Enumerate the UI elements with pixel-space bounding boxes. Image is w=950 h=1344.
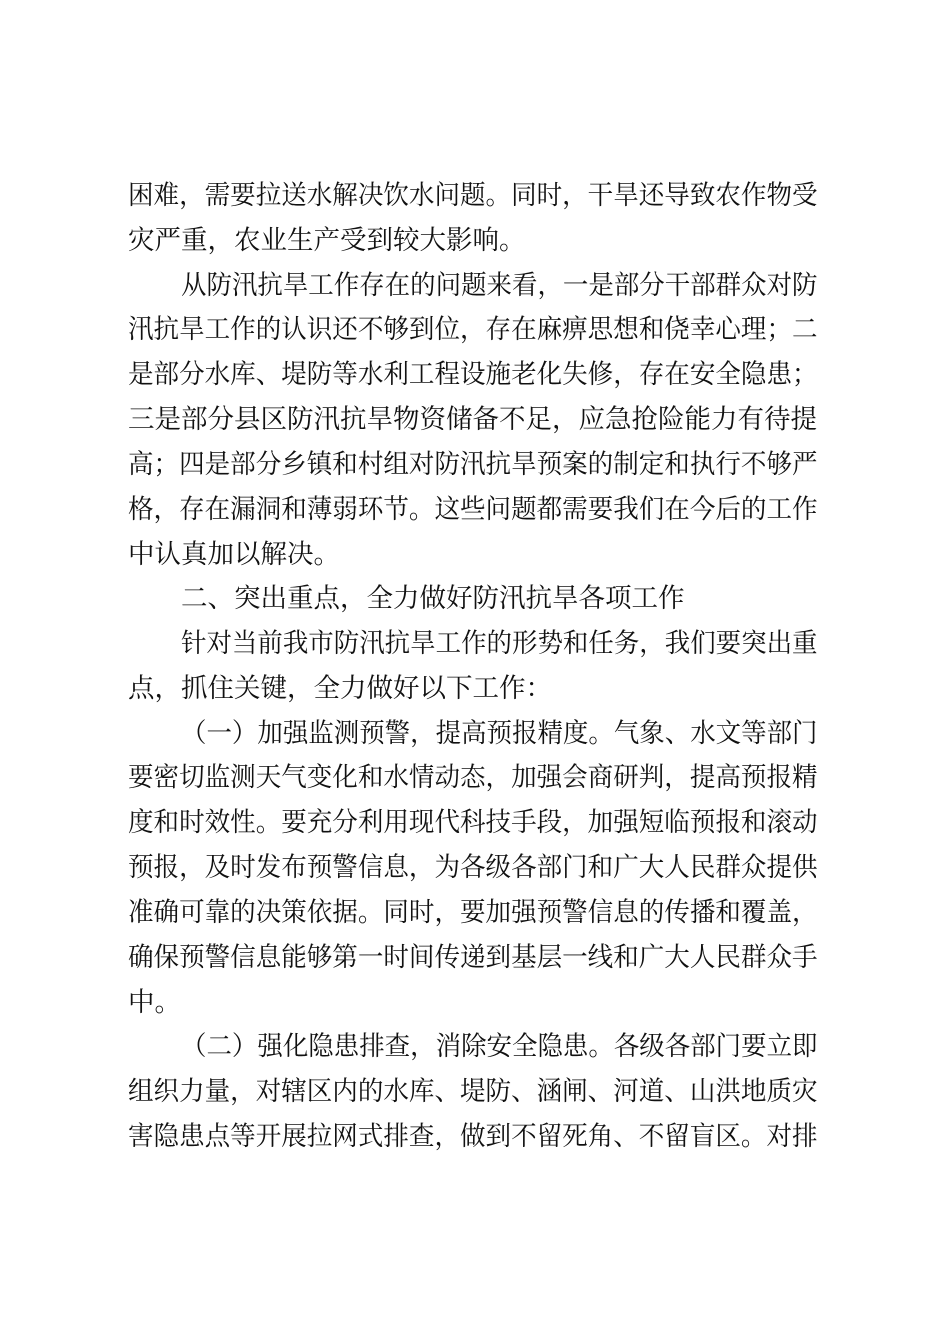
text-line: 点，抓住关键，全力做好以下工作： <box>128 673 552 704</box>
text-line: 中。 <box>128 987 181 1018</box>
section-heading: 二、突出重点，全力做好防汛抗旱各项工作 <box>181 583 685 614</box>
text-line: 是部分水库、堤防等水利工程设施老化失修，存在安全隐患； <box>128 359 818 390</box>
text-line: 格，存在漏洞和薄弱环节。这些问题都需要我们在今后的工作 <box>128 494 818 525</box>
text-line: 组织力量，对辖区内的水库、堤防、涵闸、河道、山洪地质灾 <box>128 1076 818 1107</box>
text-line: 灾严重，农业生产受到较大影响。 <box>128 225 526 256</box>
subsection-first-line: （二）强化隐患排查，消除安全隐患。各级各部门要立即 <box>181 1031 818 1062</box>
text-line: 准确可靠的决策依据。同时，要加强预警信息的传播和覆盖， <box>128 897 818 928</box>
subsection-first-line: （一）加强监测预警，提高预报精度。气象、水文等部门 <box>181 718 818 749</box>
text-line: 确保预警信息能够第一时间传递到基层一线和广大人民群众手 <box>128 942 818 973</box>
text-line: 中认真加以解决。 <box>128 539 340 570</box>
text-line: 要密切监测天气变化和水情动态，加强会商研判，提高预报精 <box>128 762 818 793</box>
paragraph-first-line: 从防汛抗旱工作存在的问题来看，一是部分干部群众对防 <box>181 270 818 301</box>
text-line: 高；四是部分乡镇和村组对防汛抗旱预案的制定和执行不够严 <box>128 449 818 480</box>
text-line: 预报，及时发布预警信息，为各级各部门和广大人民群众提供 <box>128 852 818 883</box>
text-line: 三是部分县区防汛抗旱物资储备不足，应急抢险能力有待提 <box>128 404 817 435</box>
text-line: 汛抗旱工作的认识还不够到位，存在麻痹思想和侥幸心理；二 <box>128 314 818 345</box>
paragraph-first-line: 针对当前我市防汛抗旱工作的形势和任务，我们要突出重 <box>181 628 818 659</box>
text-line: 害隐患点等开展拉网式排查，做到不留死角、不留盲区。对排 <box>128 1121 818 1152</box>
text-line: 度和时效性。要充分利用现代科技手段，加强短临预报和滚动 <box>128 807 818 838</box>
text-line: 困难，需要拉送水解决饮水问题。同时，干旱还导致农作物受 <box>128 180 818 211</box>
